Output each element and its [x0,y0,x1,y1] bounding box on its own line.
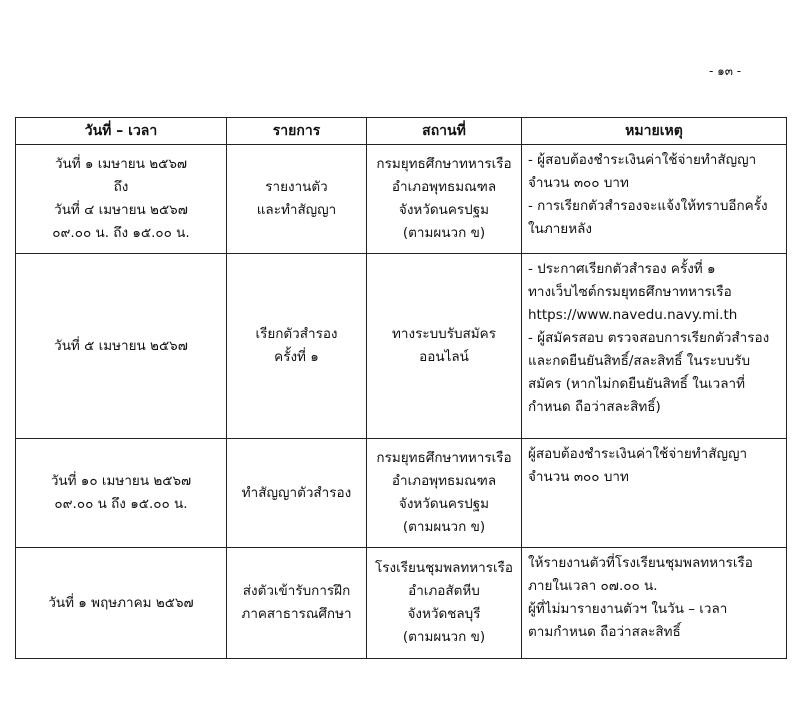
item-line: ส่งตัวเข้ารับการฝึก [242,583,351,599]
place-line: โรงเรียนชุมพลทหารเรือ [375,560,513,576]
date-line: วันที่ ๕ เมษายน ๒๕๖๗ [54,337,188,354]
date-cell [16,548,227,659]
date-line: ๐๙.๐๐ น. ถึง ๑๕.๐๐ น. [52,225,190,241]
header-date-time: วันที่ – เวลา [16,118,227,145]
note-line: และกดยืนยันสิทธิ์/สละสิทธิ์ ในระบบรับ [528,353,751,369]
item-cell [227,145,367,254]
note-line: ตามกำหนด ถือว่าสละสิทธิ์ [528,624,681,640]
table-row [16,254,787,439]
page-number: - ๑๓ - [708,64,742,78]
place-line: (ตามผนวก ข) [402,519,486,535]
note-cell [522,145,787,254]
note-line: จำนวน ๓๐๐ บาท [528,175,629,191]
date-line: ๐๙.๐๐ น ถึง ๑๕.๐๐ น. [54,496,188,512]
table-row [16,439,787,548]
place-line: อำเภอพุทธมณฑล [391,473,497,489]
place-line: (ตามผนวก ข) [402,629,486,645]
place-line: ทางระบบรับสมัคร [392,326,496,342]
place-line: จังหวัดนครปฐม [398,202,490,218]
website-link: https://www.navedu.navy.mi.th [528,307,738,323]
place-cell [367,439,522,548]
item-line: และทำสัญญา [256,202,337,218]
place-cell [367,145,522,254]
note-cell [522,548,787,659]
note-line: กำหนด ถือว่าสละสิทธิ์) [528,399,661,415]
item-line: ทำสัญญาตัวสำรอง [241,484,352,501]
note-cell [522,254,787,439]
date-line: วันที่ ๑ เมษายน ๒๕๖๗ [54,156,188,172]
place-line: อำเภอสัตหีบ [408,583,480,599]
note-cell [522,439,787,548]
place-line: อำเภอพุทธมณฑล [391,179,497,195]
date-line: วันที่ ๔ เมษายน ๒๕๖๗ [54,202,188,218]
place-line: จังหวัดชลบุรี [407,606,481,622]
date-cell [16,254,227,439]
note-line: ภายในเวลา ๐๗.๐๐ น. [528,578,658,594]
note-line: ทางเว็บไซต์กรมยุทธศึกษาทหารเรือ [528,284,732,300]
item-cell [227,439,367,548]
item-cell [227,548,367,659]
table-row [16,145,787,254]
item-cell [227,254,367,439]
item-line: ครั้งที่ ๑ [274,349,319,365]
place-cell [367,254,522,439]
place-line: กรมยุทธศึกษาทหารเรือ [376,450,512,466]
date-cell [16,145,227,254]
note-line: ผู้สอบต้องชำระเงินค่าใช้จ่ายทำสัญญา [528,446,748,462]
header-note: หมายเหตุ [522,118,787,145]
note-line: ให้รายงานตัวที่โรงเรียนชุมพลทหารเรือ [528,555,753,571]
note-line: - ประกาศเรียกตัวสำรอง ครั้งที่ ๑ [528,261,716,277]
item-line: ภาคสาธารณศึกษา [241,606,352,622]
date-line: ถึง [113,179,129,195]
note-line: ในภายหลัง [528,221,592,237]
header-place: สถานที่ [367,118,522,145]
note-line: สมัคร (หากไม่กดยืนยันสิทธิ์ ในเวลาที่ [528,376,745,392]
schedule-table [15,117,787,659]
table-header-row [16,118,787,145]
place-line: (ตามผนวก ข) [402,225,486,241]
date-line: วันที่ ๑๐ เมษายน ๒๕๖๗ [50,473,192,489]
header-item: รายการ [227,118,367,145]
note-line: - ผู้สอบต้องชำระเงินค่าใช้จ่ายทำสัญญา [528,152,757,168]
item-line: รายงานตัว [265,179,328,195]
item-line: เรียกตัวสำรอง [255,326,338,342]
place-line: จังหวัดนครปฐม [398,496,490,512]
table-row [16,548,787,659]
date-cell [16,439,227,548]
date-line: วันที่ ๑ พฤษภาคม ๒๕๖๗ [48,594,194,611]
note-line: ผู้ที่ไม่มารายงานตัวฯ ในวัน – เวลา [528,601,728,617]
note-line: - ผู้สมัครสอบ ตรวจสอบการเรียกตัวสำรอง [528,330,770,346]
place-line: ออนไลน์ [419,349,469,365]
place-cell [367,548,522,659]
place-line: กรมยุทธศึกษาทหารเรือ [376,156,512,172]
note-line: - การเรียกตัวสำรองจะแจ้งให้ทราบอีกครั้ง [528,198,768,214]
note-line: จำนวน ๓๐๐ บาท [528,469,629,485]
